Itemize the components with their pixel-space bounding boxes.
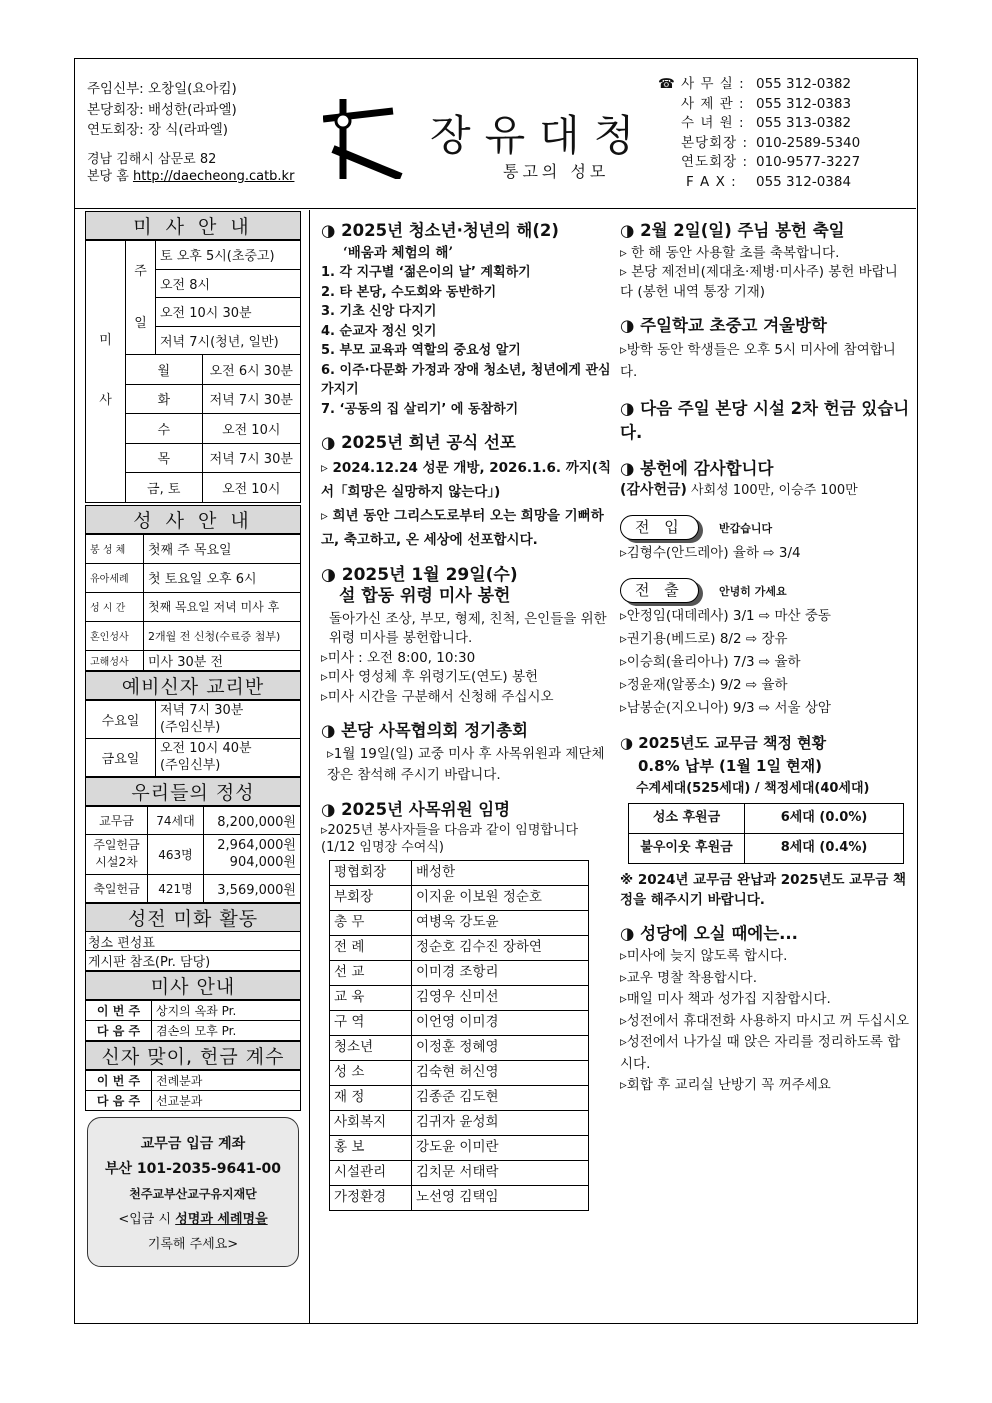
- homepage-link[interactable]: http://daecheong.catb.kr: [132, 168, 295, 184]
- presentation-feast-section: [620, 221, 910, 302]
- section-heading: 설 합동 위령 미사 봉헌: [339, 586, 511, 606]
- sunday-label: 주 일: [126, 241, 156, 355]
- role: 시설관리: [330, 1161, 412, 1186]
- list-item: ▹교우 명찰 착용합시다.: [620, 969, 758, 986]
- list-item: 6. 이주·다문화 가정과 장애 청소년, 청년에게 관심 가지기: [321, 362, 611, 397]
- massguide-title: 미사 안내: [85, 971, 301, 1000]
- account-note-emphasis: 성명과 세례명을: [175, 1212, 268, 1227]
- section-heading: ◑ 성당에 오실 때에는...: [620, 923, 798, 943]
- role: 전 례: [330, 936, 412, 961]
- class-day: 금요일: [86, 738, 156, 776]
- paragraph: 돌아가신 조상, 부모, 형제, 친척, 은인들을 위한 위령 미사를 봉헌합니다.: [329, 610, 607, 646]
- offering-key: 시설2차: [95, 855, 138, 869]
- week-value: 선교분과: [152, 1090, 301, 1110]
- account-note: <입금 시: [118, 1212, 176, 1227]
- account-box: [87, 1117, 299, 1267]
- section-heading: ◑ 2025년 1월 29일(수): [321, 564, 518, 585]
- thanks-value: 사회성 100만, 이승주 100만: [691, 483, 858, 498]
- mass-title: 미 사 안 내: [85, 211, 301, 240]
- day: 화: [126, 385, 202, 414]
- offering-key: 축일헌금: [86, 874, 148, 902]
- offering-amount: 2,964,000원: [217, 838, 296, 853]
- list-item: ▹정윤재(알퐁소) 9/2 ⇨ 율하: [620, 677, 788, 693]
- list-item: ▹미사에 늦지 않도록 합시다.: [620, 948, 788, 964]
- parish-president: 본당회장: 배성한(라파엘): [87, 101, 237, 118]
- mass-time: 오전 8시: [156, 269, 301, 298]
- contacts: [658, 75, 860, 192]
- appointee: 정순호 김수진 장하연: [412, 936, 589, 961]
- section-heading: ◑ 2025년도 교무금 책정 현황: [620, 734, 827, 752]
- altar-item: 게시판 참조(Pr. 담당): [88, 954, 211, 970]
- paragraph: ▹방학 동안 학생들은 오후 5시 미사에 참여합니다.: [620, 341, 896, 380]
- sacrament-title: 성 사 안 내: [85, 505, 301, 534]
- note: ※ 2024년 교무금 완납과 2025년도 교무금 책정을 해주시기 바랍니다.: [620, 871, 907, 908]
- role: 홍 보: [330, 1136, 412, 1161]
- list-item: ▹이승희(율리아나) 7/3 ⇨ 율하: [620, 654, 801, 670]
- role: 총 무: [330, 911, 412, 936]
- contact-key: F A X :: [686, 173, 737, 190]
- account-holder: 천주교부산교구유지재단: [129, 1187, 257, 1201]
- sacrament-value: 첫째 목요일 저녁 미사 후: [144, 592, 301, 621]
- bulletin-frame: [74, 58, 918, 1324]
- greeting: 반갑습니다: [719, 521, 773, 535]
- appointee: 이정훈 정혜영: [412, 1036, 589, 1061]
- paragraph: ▹ 희년 동안 그리스도로부터 오는 희망을 기뻐하고, 축고하고, 온 세상에 선포합시다.: [321, 507, 604, 548]
- list-item: 5. 부모 교육과 역할의 중요성 알기: [321, 343, 521, 358]
- tithe-table: [628, 803, 904, 864]
- paragraph: ▹2025년 봉사자들을 다음과 같이 임명합니다 (1/12 임명장 수여식): [321, 823, 579, 855]
- pastor: 주임신부: 오창일(요아킴): [87, 81, 237, 97]
- homepage-label: 본당 홈: [87, 168, 129, 184]
- role: 구 역: [330, 1011, 412, 1036]
- section-heading: ◑ 2025년 사목위원 임명: [321, 799, 511, 819]
- appointee: 김귀자 윤성희: [412, 1111, 589, 1136]
- section-heading: ◑ 2월 2일(일) 주님 봉헌 축일: [620, 221, 845, 240]
- list-item: 1. 각 지구별 ‘젊은이의 날’ 계획하기: [321, 265, 531, 280]
- role: 재 정: [330, 1086, 412, 1111]
- offering-title: 우리들의 정성: [85, 777, 301, 806]
- sacrament-key: 유아세례: [86, 563, 144, 592]
- day-time: 오전 6시 30분: [209, 363, 293, 379]
- offering-amount: 8,200,000원: [204, 806, 301, 834]
- transfer-out-pill: 전 출: [620, 578, 699, 604]
- memorial-mass-section: [321, 566, 613, 708]
- section-heading: ◑ 주일학교 초중고 겨울방학: [620, 316, 827, 335]
- role: 평협회장: [330, 861, 412, 886]
- week-label: 다 음 주: [86, 1090, 152, 1110]
- sacrament-key: 성 시 간: [86, 592, 144, 621]
- appointee: 여병욱 강도윤: [412, 911, 589, 936]
- winter-break-section: [620, 316, 910, 383]
- welcome-title: 신자 맞이, 헌금 계수: [85, 1041, 301, 1070]
- class-time: 저녁 7시 30분: [160, 703, 244, 718]
- account-title: 교무금 입금 계좌: [140, 1136, 246, 1152]
- bulletin-subtitle: 통고의 성모: [503, 162, 610, 181]
- list-item: 3. 기초 신앙 다지기: [321, 304, 437, 319]
- second-collection-section: [620, 397, 910, 445]
- contact-value: 055 313-0382: [756, 115, 852, 131]
- day: 목: [126, 444, 202, 473]
- class-teacher: (주임신부): [160, 758, 221, 773]
- week-value: 전례분과: [152, 1070, 301, 1090]
- appointment-section: [321, 800, 613, 1212]
- fund-value: 6세대 (0.0%): [745, 803, 904, 833]
- sacrament-key: 고해성사: [86, 650, 144, 670]
- day-time: 저녁 7시 30분: [209, 393, 293, 409]
- offering-count: 421명: [148, 874, 204, 902]
- sacrament-key: 혼인성사: [86, 621, 144, 650]
- transfer-in-pill: 전 입: [620, 515, 699, 541]
- fund-name: 성소 후원금: [629, 803, 745, 833]
- mass-time: 저녁 7시(청년, 일반): [156, 326, 301, 355]
- contact-value: 010-9577-3227: [756, 154, 861, 170]
- contact-value: 055 312-0384: [756, 173, 852, 190]
- role: 선 교: [330, 961, 412, 986]
- sacrament-value: 첫 토요일 오후 6시: [144, 563, 301, 592]
- role: 성 소: [330, 1061, 412, 1086]
- list-item: ▹안정임(대데레사) 3/1 ⇨ 마산 중동: [620, 608, 831, 624]
- list-item: ▹ 본당 제전비(제대초·제병·미사주) 봉헌 바랍니다 (봉헌 내역 통장 기재): [620, 264, 898, 300]
- bulletin-title: 장유대청: [430, 111, 649, 160]
- offering-count: 463명: [148, 834, 204, 874]
- transfer-out-section: [620, 578, 910, 721]
- class-day: 수요일: [86, 700, 156, 738]
- day: 수: [126, 414, 202, 443]
- offering-key: 주일헌금: [93, 838, 140, 852]
- day-time: 오전 10시: [222, 481, 281, 497]
- sacrament-value: 미사 30분 전: [144, 650, 301, 670]
- youth-year-section: [321, 221, 613, 419]
- appointment-table: [329, 860, 589, 1211]
- contact-value: 055 312-0382: [756, 76, 852, 92]
- section-heading: ◑ 다음 주일 본당 시설 2차 헌금 있습니다.: [620, 398, 910, 442]
- contact-key: 사 제 관 :: [681, 95, 745, 112]
- right-column: [620, 221, 910, 1111]
- welcome-table: [85, 1070, 301, 1111]
- column-divider: [309, 210, 310, 1324]
- middle-column: [321, 221, 613, 1225]
- account-number: 부산 101-2035-9641-00: [105, 1161, 281, 1177]
- altar-title: 성전 미화 활동: [85, 903, 301, 932]
- role: 부회장: [330, 886, 412, 911]
- mass-time: 오전 10시 30분: [156, 298, 301, 327]
- week-label: 다 음 주: [86, 1020, 152, 1040]
- sacrament-key: 봉 성 체: [86, 534, 144, 563]
- offering-amount: 3,569,000원: [204, 874, 301, 902]
- appointee: 강도윤 이미란: [412, 1136, 589, 1161]
- council-section: [321, 721, 613, 786]
- yeondo-president: 연도회장: 장 식(라파엘): [87, 122, 229, 138]
- week-value: 겸손의 모후 Pr.: [152, 1020, 301, 1040]
- address: 경남 김해시 삼문로 82: [87, 151, 217, 167]
- transfer-in-section: [620, 515, 910, 564]
- offering-table: [85, 806, 301, 903]
- contact-key: 본당회장 :: [681, 134, 749, 151]
- cross-logo-icon: [323, 99, 415, 179]
- sacrament-value: 2개월 전 신청(수료증 첨부): [144, 621, 301, 650]
- account-note: 기록해 주세요>: [147, 1237, 239, 1252]
- role: 사회복지: [330, 1111, 412, 1136]
- fund-name: 불우이웃 후원금: [629, 833, 745, 863]
- section-heading: ◑ 2025년 청소년·청년의 해(2): [321, 221, 559, 240]
- altar-item: 청소 편성표: [86, 932, 300, 951]
- contact-value: 010-2589-5340: [756, 134, 861, 151]
- thanks-section: [620, 459, 910, 501]
- tithe-section: [620, 734, 910, 910]
- day: 금, 토: [126, 473, 202, 502]
- thanks-label: (감사헌금): [620, 482, 687, 498]
- list-item: ▹ 한 해 동안 사용할 초를 축복합니다.: [620, 244, 840, 261]
- appointee: 김숙현 허신영: [412, 1061, 589, 1086]
- appointee: 김치문 서태락: [412, 1161, 589, 1186]
- list-item: 4. 순교자 정신 잇기: [321, 323, 437, 339]
- offering-count: 74세대: [148, 806, 204, 834]
- list-item: ▹미사 : 오전 8:00, 10:30: [321, 649, 476, 666]
- section-heading: ◑ 본당 사목협의회 정기총회: [321, 721, 528, 740]
- mass-table: [85, 240, 301, 503]
- mass-label: 미 사: [86, 241, 126, 503]
- list-item: ▹미사 시간을 구분해서 신청해 주십시오: [321, 688, 554, 705]
- role: 청소년: [330, 1036, 412, 1061]
- appointee: 노선영 김택임: [412, 1186, 589, 1211]
- list-item: ▹성전에서 휴대전화 사용하지 마시고 꺼 두십시오: [620, 1012, 910, 1029]
- appointee: 이미경 조항리: [412, 961, 589, 986]
- contact-key: ☎ 사 무 실 :: [658, 76, 745, 92]
- greeting: 안녕히 가세요: [719, 584, 787, 598]
- section-subheading: 수계세대(525세대) / 책정세대(40세대): [636, 781, 870, 796]
- list-item: ▹미사 영성체 후 위령기도(연도) 봉헌: [321, 669, 539, 685]
- header: [75, 59, 916, 209]
- mass-time: 토 오후 5시(초중고): [156, 241, 301, 270]
- week-value: 상지의 옥좌 Pr.: [152, 1000, 301, 1020]
- day-time: 저녁 7시 30분: [209, 452, 293, 468]
- class-time: 오전 10시 40분: [160, 741, 252, 756]
- day-time: 오전 10시: [222, 422, 281, 438]
- offering-key: 교무금: [86, 806, 148, 834]
- sacrament-value: 첫째 주 목요일: [144, 534, 301, 563]
- list-item: 2. 타 본당, 수도회와 동반하기: [321, 284, 497, 300]
- contact-key: 수 녀 원 :: [681, 115, 745, 131]
- appointee: 김영우 신미선: [412, 986, 589, 1011]
- list-item: ▹남봉순(지오니아) 9/3 ⇨ 서울 상암: [620, 700, 831, 716]
- left-column: [85, 211, 301, 1111]
- class-teacher: (주임신부): [160, 720, 221, 735]
- catechumen-table: [85, 700, 301, 777]
- fund-value: 8세대 (0.4%): [745, 833, 904, 863]
- day: 월: [126, 355, 202, 384]
- section-heading: ◑ 2025년 희년 공식 선포: [321, 433, 516, 452]
- jubilee-section: [321, 433, 613, 552]
- contact-value: 055 312-0383: [756, 95, 852, 112]
- sacrament-table: [85, 534, 301, 671]
- section-subheading: ‘배움과 체험의 해’: [343, 244, 454, 261]
- church-etiquette-section: [620, 924, 910, 1097]
- list-item: ▹회합 후 교리실 난방기 꼭 꺼주세요: [620, 1077, 831, 1093]
- paragraph: ▹1월 19일(일) 교중 미사 후 사목위원과 제단체장은 참석해 주시기 바랍니다.: [327, 745, 605, 783]
- appointee: 이언영 이미경: [412, 1011, 589, 1036]
- list-item: ▹성전에서 나가실 때 앉은 자리를 정리하도록 합시다.: [620, 1034, 901, 1072]
- catechumen-title: 예비신자 교리반: [85, 671, 301, 700]
- list-item: ▹매일 미사 책과 성가집 지참합시다.: [620, 991, 831, 1007]
- role: 가정환경: [330, 1186, 412, 1211]
- contact-key: 연도회장 :: [681, 154, 749, 170]
- section-heading: 0.8% 납부 (1월 1일 현재): [638, 756, 823, 775]
- week-label: 이 번 주: [86, 1000, 152, 1020]
- section-heading: ◑ 봉헌에 감사합니다: [620, 458, 774, 478]
- header-left: [87, 79, 294, 185]
- appointee: 김종준 김도현: [412, 1086, 589, 1111]
- week-label: 이 번 주: [86, 1070, 152, 1090]
- list-item: ▹김형수(안드레아) 율하 ⇨ 3/4: [620, 545, 801, 561]
- appointee: 이지윤 이보원 정순호: [412, 886, 589, 911]
- role: 교 육: [330, 986, 412, 1011]
- paragraph: ▹ 2024.12.24 성문 개방, 2026.1.6. 까지(칙서「희망은 실망하지 않는다」): [321, 459, 612, 500]
- massguide-table: [85, 1000, 301, 1041]
- list-item: ▹권기용(베드로) 8/2 ⇨ 장유: [620, 631, 788, 647]
- offering-amount: 904,000원: [229, 855, 296, 870]
- appointee: 배성한: [412, 861, 589, 886]
- list-item: 7. ‘공동의 집 살리기’ 에 동참하기: [321, 401, 519, 417]
